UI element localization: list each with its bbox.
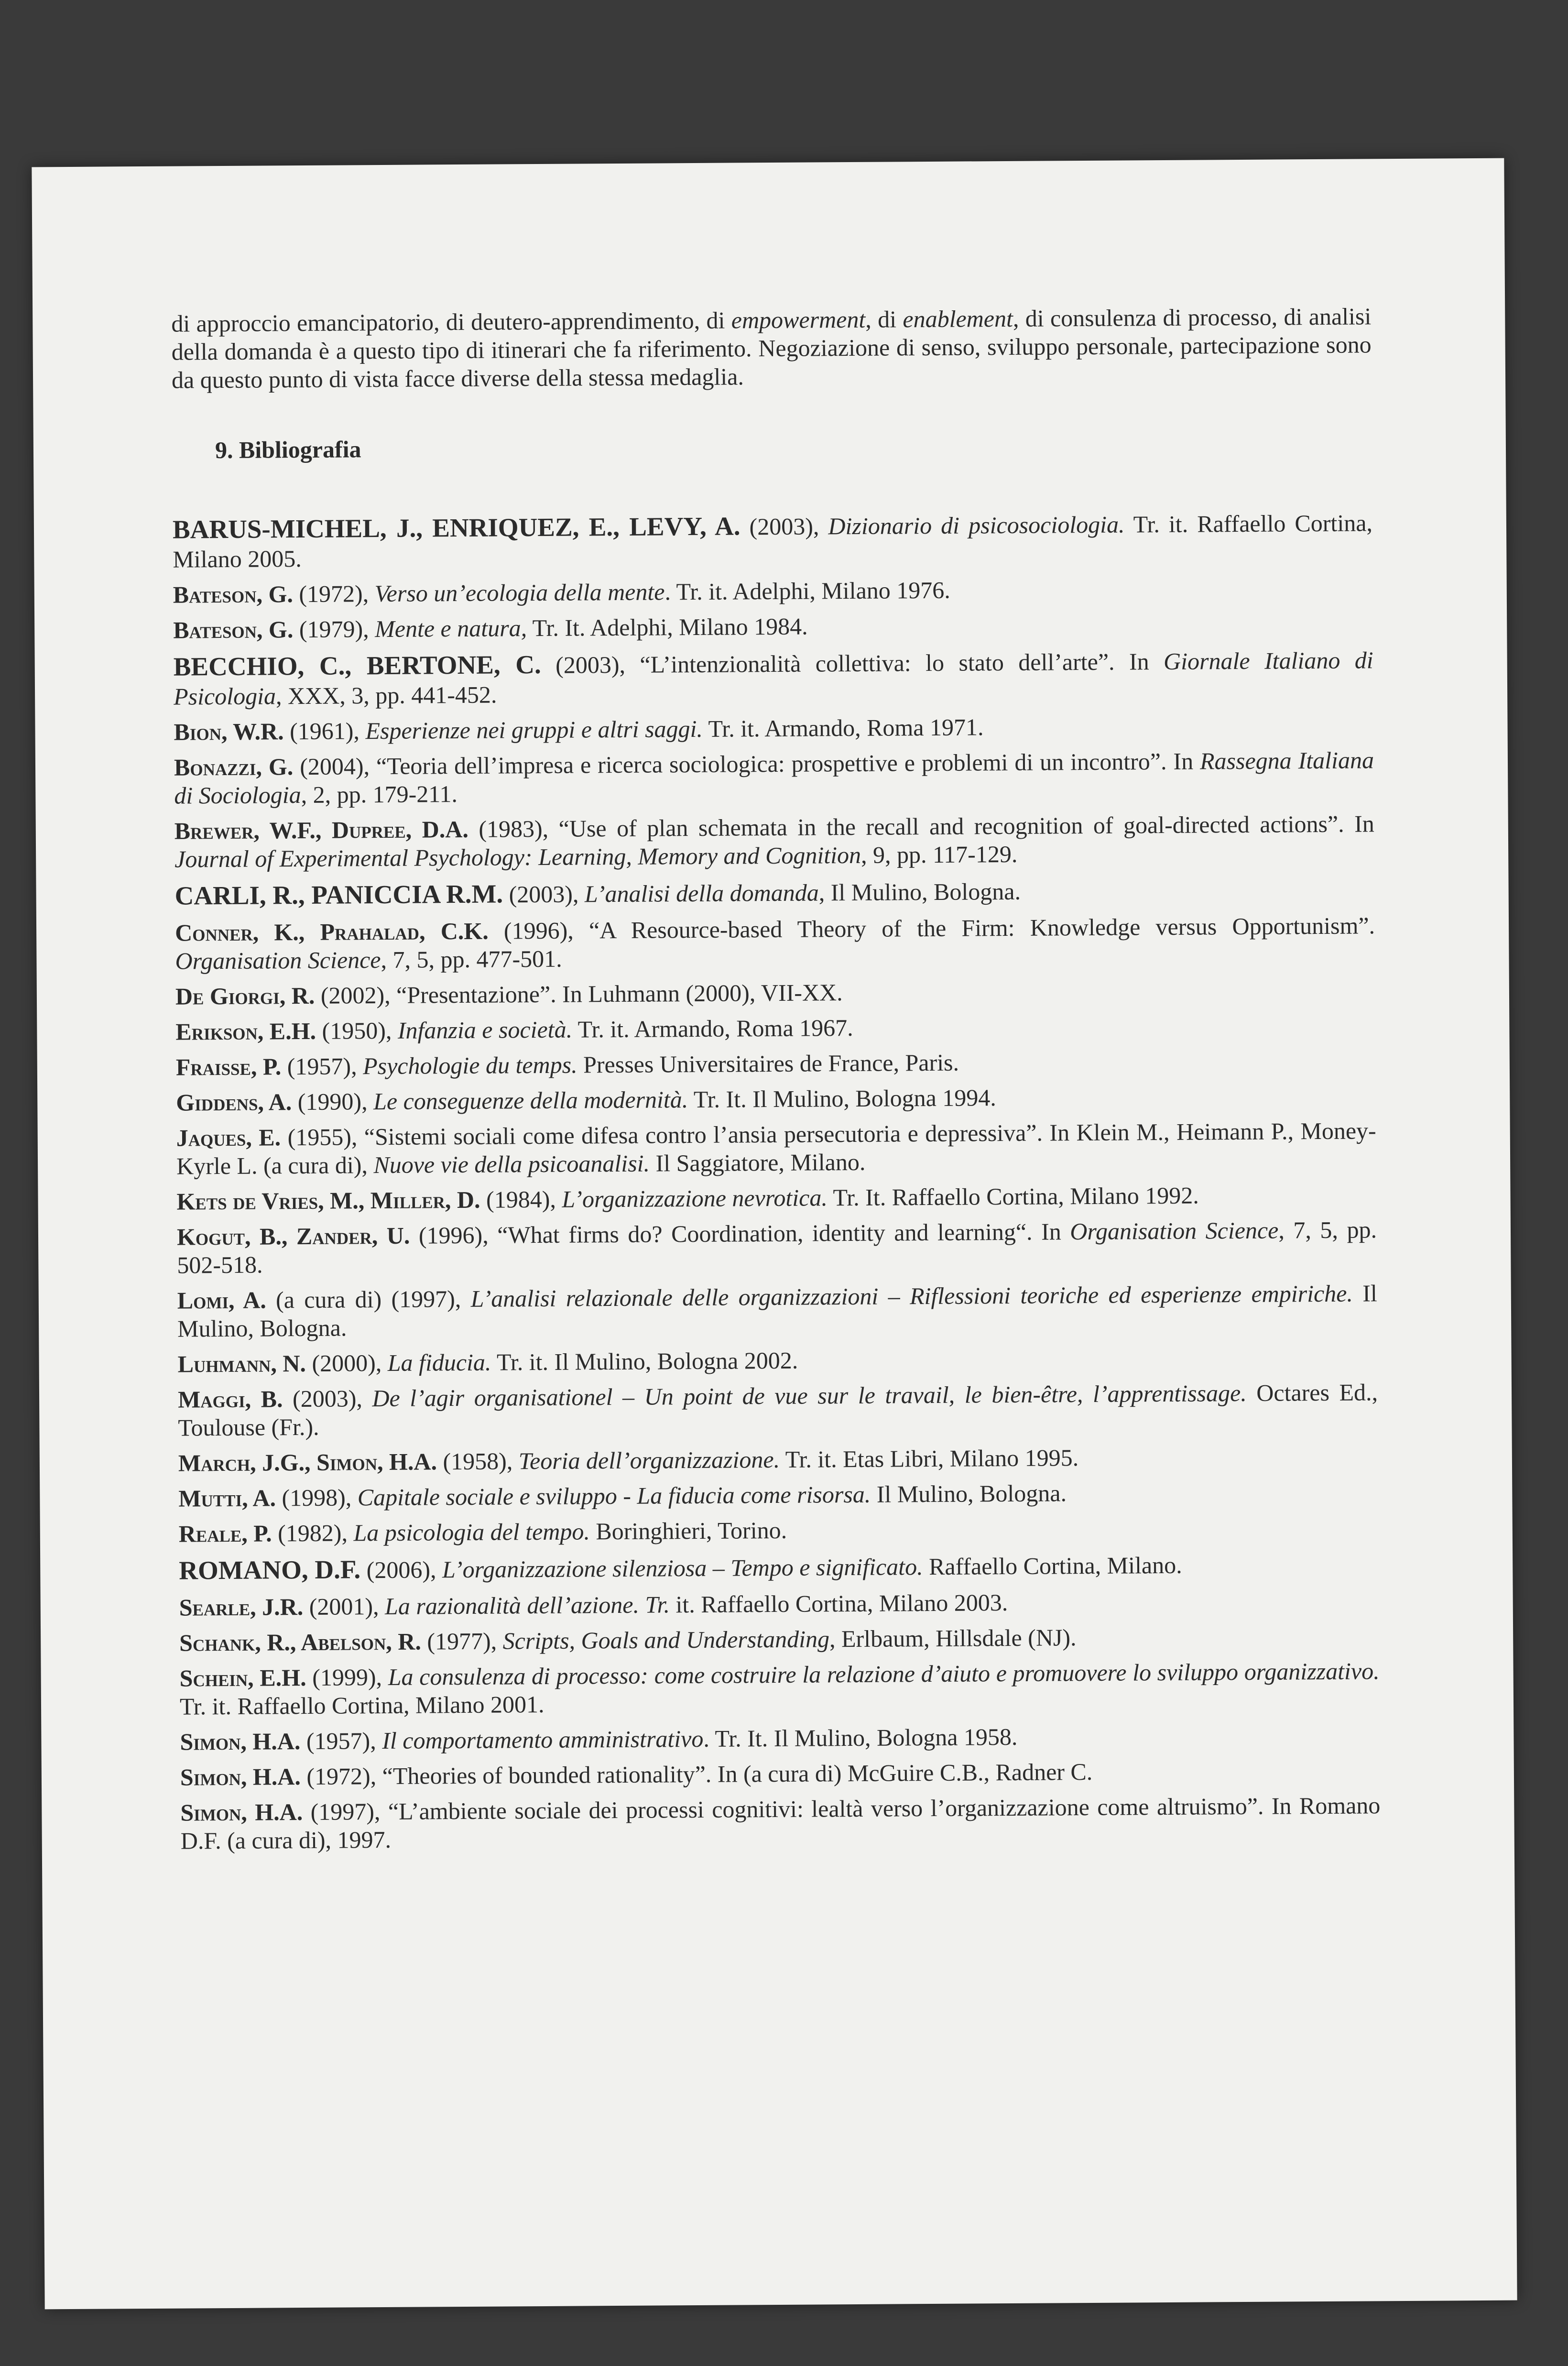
entry-title: Esperienze nei gruppi e altri saggi.	[365, 715, 703, 744]
entry-text: (1950),	[316, 1017, 398, 1044]
bibliography-entry	[180, 1720, 1380, 1756]
entry-publication: Tr. it. Armando, Roma 1971.	[702, 713, 984, 742]
entry-text: (1996), “What firms do? Coordination, identity and learning“. In	[410, 1217, 1070, 1249]
entry-publication: , 7, 5, pp. 502-518.	[177, 1216, 1377, 1279]
entry-publication: Tr. it. Il Mulino, Bologna 2002.	[491, 1347, 798, 1376]
entry-text: (1955), “Sistemi sociali come difesa contro l’ansia persecutoria e depressiva”. In Klein M., Heimann P., Money-Kyrle L. (a cura di),	[176, 1117, 1376, 1180]
entry-title: La psicologia del tempo.	[353, 1518, 590, 1546]
bibliography-entry	[173, 507, 1373, 573]
entry-text: (2004), “Teoria dell’impresa e ricerca sociologica: prospettive e problemi di un incontro”. In	[293, 747, 1200, 780]
page-content	[171, 302, 1381, 1862]
bibliography-entry	[174, 873, 1374, 911]
entry-authors: Fraisse, P.	[175, 1052, 282, 1081]
intro-italic-term: enablement	[903, 305, 1013, 333]
entry-title: L’organizzazione nevrotica.	[562, 1183, 828, 1213]
entry-text: (1972),	[293, 580, 375, 608]
entry-text: (2003), “L’intenzionalità collettiva: lo stato dell’arte”. In	[541, 647, 1164, 679]
entry-publication: , 7, 5, pp. 477-501.	[381, 945, 562, 973]
entry-title: Organisation Science	[1070, 1216, 1279, 1245]
entry-text: (2002), “Presentazione”. In Luhmann (2000), VII-XX.	[315, 978, 843, 1009]
entry-title: Giornale Italiano di Psicologia	[173, 646, 1373, 710]
entry-publication: , Il Mulino, Bologna.	[818, 877, 1021, 906]
entry-publication: it. Raffaello Cortina, Milano 2003.	[669, 1588, 1008, 1618]
bibliography-entry	[174, 810, 1375, 873]
entry-authors: Searle, J.R.	[179, 1593, 304, 1621]
entry-authors: Bonazzi, G.	[174, 753, 294, 781]
entry-text: (1998),	[275, 1484, 358, 1512]
entry-authors: Erikson, E.H.	[175, 1017, 316, 1045]
entry-title: Organisation Science	[175, 946, 381, 975]
entry-authors: March, J.G., Simon, H.A.	[178, 1447, 437, 1477]
entry-publication: Tr. It. Il Mulino, Bologna 1994.	[688, 1084, 996, 1113]
entry-authors: Schank, R., Abelson, R.	[179, 1628, 422, 1656]
entry-authors: BARUS-MICHEL, J., ENRIQUEZ, E., LEVY, A.	[172, 511, 740, 544]
entry-authors: Giddens, A.	[176, 1088, 292, 1116]
entry-authors: Simon, H.A.	[180, 1727, 301, 1755]
bibliography-entry	[175, 975, 1375, 1010]
bibliography-entry	[176, 1046, 1376, 1081]
entry-publication: Il Mulino, Bologna.	[177, 1279, 1377, 1342]
entry-publication: Tr. it. Raffaello Cortina, Milano 2005.	[173, 509, 1373, 573]
entry-text: (1961),	[283, 717, 366, 745]
entry-publication: Boringhieri, Torino.	[589, 1516, 787, 1545]
bibliography-entry	[173, 609, 1373, 644]
paper-sheet	[32, 158, 1517, 2310]
bibliography-entry	[179, 1621, 1379, 1657]
entry-text: (2001),	[303, 1592, 385, 1620]
entry-title: Rassegna Italiana di Sociologia	[174, 746, 1374, 809]
entry-publication: Tr. it. Armando, Roma 1967.	[572, 1014, 853, 1043]
entry-publication: Presses Universitaires de France, Paris.	[577, 1049, 959, 1078]
entry-authors: Jaques, E.	[176, 1123, 281, 1151]
entry-text: (2000),	[305, 1349, 388, 1377]
entry-text: (1984),	[480, 1185, 562, 1213]
bibliography-entry	[173, 573, 1373, 609]
entry-authors: Simon, H.A.	[180, 1763, 301, 1791]
entry-authors: Mutti, A.	[178, 1484, 276, 1512]
entry-title: Psychologie du temps.	[362, 1051, 577, 1079]
entry-text: (2006),	[360, 1555, 443, 1583]
entry-text: (1982),	[272, 1519, 354, 1547]
entry-authors: Bateson, G.	[173, 581, 294, 608]
entry-title: Dizionario di psicosociologia.	[828, 511, 1125, 540]
entry-text: (2003),	[740, 513, 828, 540]
entry-text: (1957),	[281, 1052, 363, 1080]
entry-text: (1990),	[292, 1087, 374, 1115]
entry-text: (1997), “L’ambiente sociale dei processi cognitivi: lealtà verso l’organizzazione come altruismo”. In Romano D.F. (a cura di), 1997.	[180, 1791, 1381, 1854]
entry-publication: , 2, pp. 179-211.	[301, 780, 458, 808]
intro-paragraph	[171, 302, 1372, 394]
entry-publication: Tr. It. Adelphi, Milano 1984.	[526, 613, 808, 642]
entry-publication: . Tr. It. Il Mulino, Bologna 1958.	[703, 1723, 1018, 1752]
entry-title: Mente e natura,	[374, 614, 527, 642]
entry-authors: Kogut, B., Zander, U.	[176, 1222, 410, 1250]
bibliography-entry	[174, 711, 1373, 746]
entry-title: L’analisi della domanda	[584, 879, 819, 908]
bibliography-entry	[180, 1791, 1381, 1855]
entry-publication: Tr. it. Raffaello Cortina, Milano 2001.	[179, 1690, 544, 1720]
entry-text: (1977),	[421, 1627, 503, 1655]
entry-authors: Lomi, A.	[177, 1286, 266, 1314]
entry-authors: Simon, H.A.	[180, 1798, 303, 1826]
entry-text: (2003),	[502, 880, 585, 908]
entry-publication: Octares Ed., Toulouse (Fr.).	[178, 1378, 1378, 1441]
entry-authors: Reale, P.	[178, 1520, 272, 1547]
bibliography-entry	[179, 1548, 1379, 1586]
entry-publication: , 9, pp. 117-129.	[860, 840, 1018, 868]
intro-italic-term: empowerment	[731, 306, 866, 334]
bibliography-entry	[180, 1756, 1380, 1791]
entry-authors: Kets de Vries, M., Miller, D.	[176, 1186, 480, 1215]
entry-publication: . Tr. it. Adelphi, Milano 1976.	[664, 576, 950, 605]
bibliography-entry	[178, 1442, 1378, 1477]
bibliography-entry	[174, 746, 1374, 810]
entry-title: La fiducia.	[387, 1348, 491, 1376]
entry-text: (a cura di) (1997),	[266, 1285, 471, 1314]
entry-authors: BECCHIO, C., BERTONE, C.	[173, 649, 541, 681]
entry-title: De l’agir organisationel – Un point de vue sur le travail, le bien-être, l’apprentissage.	[372, 1379, 1247, 1412]
entry-publication: , XXX, 3, pp. 441-452.	[275, 681, 497, 710]
bibliography-entry	[177, 1343, 1377, 1378]
entry-title: Il comportamento amministrativo	[382, 1725, 704, 1754]
entry-text: (1972), “Theories of bounded rationality”. In (a cura di) McGuire C.B., Radner C.	[300, 1758, 1093, 1790]
bibliography-entry	[179, 1657, 1380, 1720]
entry-title: Nuove vie della psicoanalisi.	[373, 1150, 650, 1178]
entry-publication: Il Saggiatore, Milano.	[649, 1148, 866, 1177]
bibliography-entry	[178, 1477, 1378, 1512]
entry-text: (2003),	[283, 1384, 372, 1412]
entry-authors: Conner, K., Prahalad, C.K.	[174, 917, 489, 946]
bibliography-entry	[179, 1586, 1379, 1621]
entry-title: L’organizzazione silenziosa – Tempo e significato.	[442, 1553, 923, 1583]
entry-title: La razionalità dell’azione. Tr.	[384, 1590, 670, 1620]
bibliography-entry	[178, 1378, 1378, 1442]
bibliography-entry	[177, 1279, 1378, 1343]
entry-publication: Tr. It. Raffaello Cortina, Milano 1992.	[827, 1182, 1199, 1211]
entry-title: Le conseguenze della modernità.	[373, 1085, 688, 1115]
bibliography-entry	[176, 1081, 1376, 1117]
entry-title: La consulenza di processo: come costruire la relazione d’aiuto e promuovere lo sviluppo organizzativo.	[388, 1657, 1380, 1690]
bibliography-entry	[176, 1117, 1377, 1180]
entry-title: Scripts, Goals and Understanding	[502, 1625, 830, 1654]
entry-title: Verso un’ecologia della mente	[374, 578, 665, 607]
entry-authors: Bateson, G.	[173, 616, 294, 644]
entry-authors: Brewer, W.F., Dupree, D.A.	[174, 815, 469, 844]
entry-text: (1979),	[293, 615, 375, 643]
entry-text: (1983), “Use of plan schemata in the recall and recognition of goal-directed actions”. In	[468, 810, 1374, 843]
entry-text: (1958),	[436, 1447, 519, 1475]
bibliography-entry	[175, 1010, 1375, 1046]
intro-text: , di consulenza di processo, di analisi della domanda è a questo tipo di itinerari che fa riferimento. Negoziazione di senso, sviluppo personale, partecipazione sono da questo punto di vista facce diverse della stessa medaglia.	[171, 303, 1372, 394]
entry-title: Capitale sociale e sviluppo - La fiducia come risorsa.	[357, 1480, 871, 1511]
entry-authors: ROMANO, D.F.	[179, 1554, 361, 1585]
bibliography-entry	[179, 1512, 1379, 1548]
entry-publication: , Erlbaum, Hillsdale (NJ).	[829, 1623, 1077, 1652]
entry-title: Journal of Experimental Psychology: Learning, Memory and Cognition	[174, 841, 861, 873]
entry-authors: Luhmann, N.	[177, 1349, 306, 1378]
entry-text: (1996), “A Resource-based Theory of the Firm: Knowledge versus Opportunism”.	[488, 911, 1375, 944]
entry-authors: Maggi, B.	[177, 1385, 283, 1413]
entry-title: L’analisi relazionale delle organizzazioni – Riflessioni teoriche ed esperienze empiriche.	[470, 1280, 1353, 1312]
bibliography-entry	[177, 1216, 1377, 1279]
section-heading: 9. Bibliografia	[215, 436, 361, 464]
intro-text: di approccio emancipatorio, di deutero-apprendimento, di	[171, 307, 731, 337]
entry-text: (1999),	[306, 1663, 388, 1691]
bibliography-entry	[175, 911, 1375, 975]
intro-text: , di	[865, 306, 903, 333]
entry-authors: Bion, W.R.	[174, 718, 284, 745]
entry-authors: Schein, E.H.	[179, 1664, 306, 1692]
bibliography-list	[173, 507, 1381, 1855]
entry-authors: De Giorgi, R.	[175, 982, 315, 1010]
entry-text: (1957),	[300, 1727, 382, 1754]
entry-title: Infanzia e società.	[397, 1016, 573, 1044]
entry-publication: Tr. it. Etas Libri, Milano 1995.	[779, 1444, 1079, 1473]
entry-authors: CARLI, R., PANICCIA R.M.	[174, 879, 503, 910]
entry-title: Teoria dell’organizzazione.	[518, 1446, 780, 1474]
entry-publication: Raffaello Cortina, Milano.	[923, 1551, 1182, 1580]
bibliography-entry	[176, 1180, 1376, 1216]
entry-publication: Il Mulino, Bologna.	[871, 1479, 1067, 1508]
bibliography-entry	[174, 644, 1374, 711]
